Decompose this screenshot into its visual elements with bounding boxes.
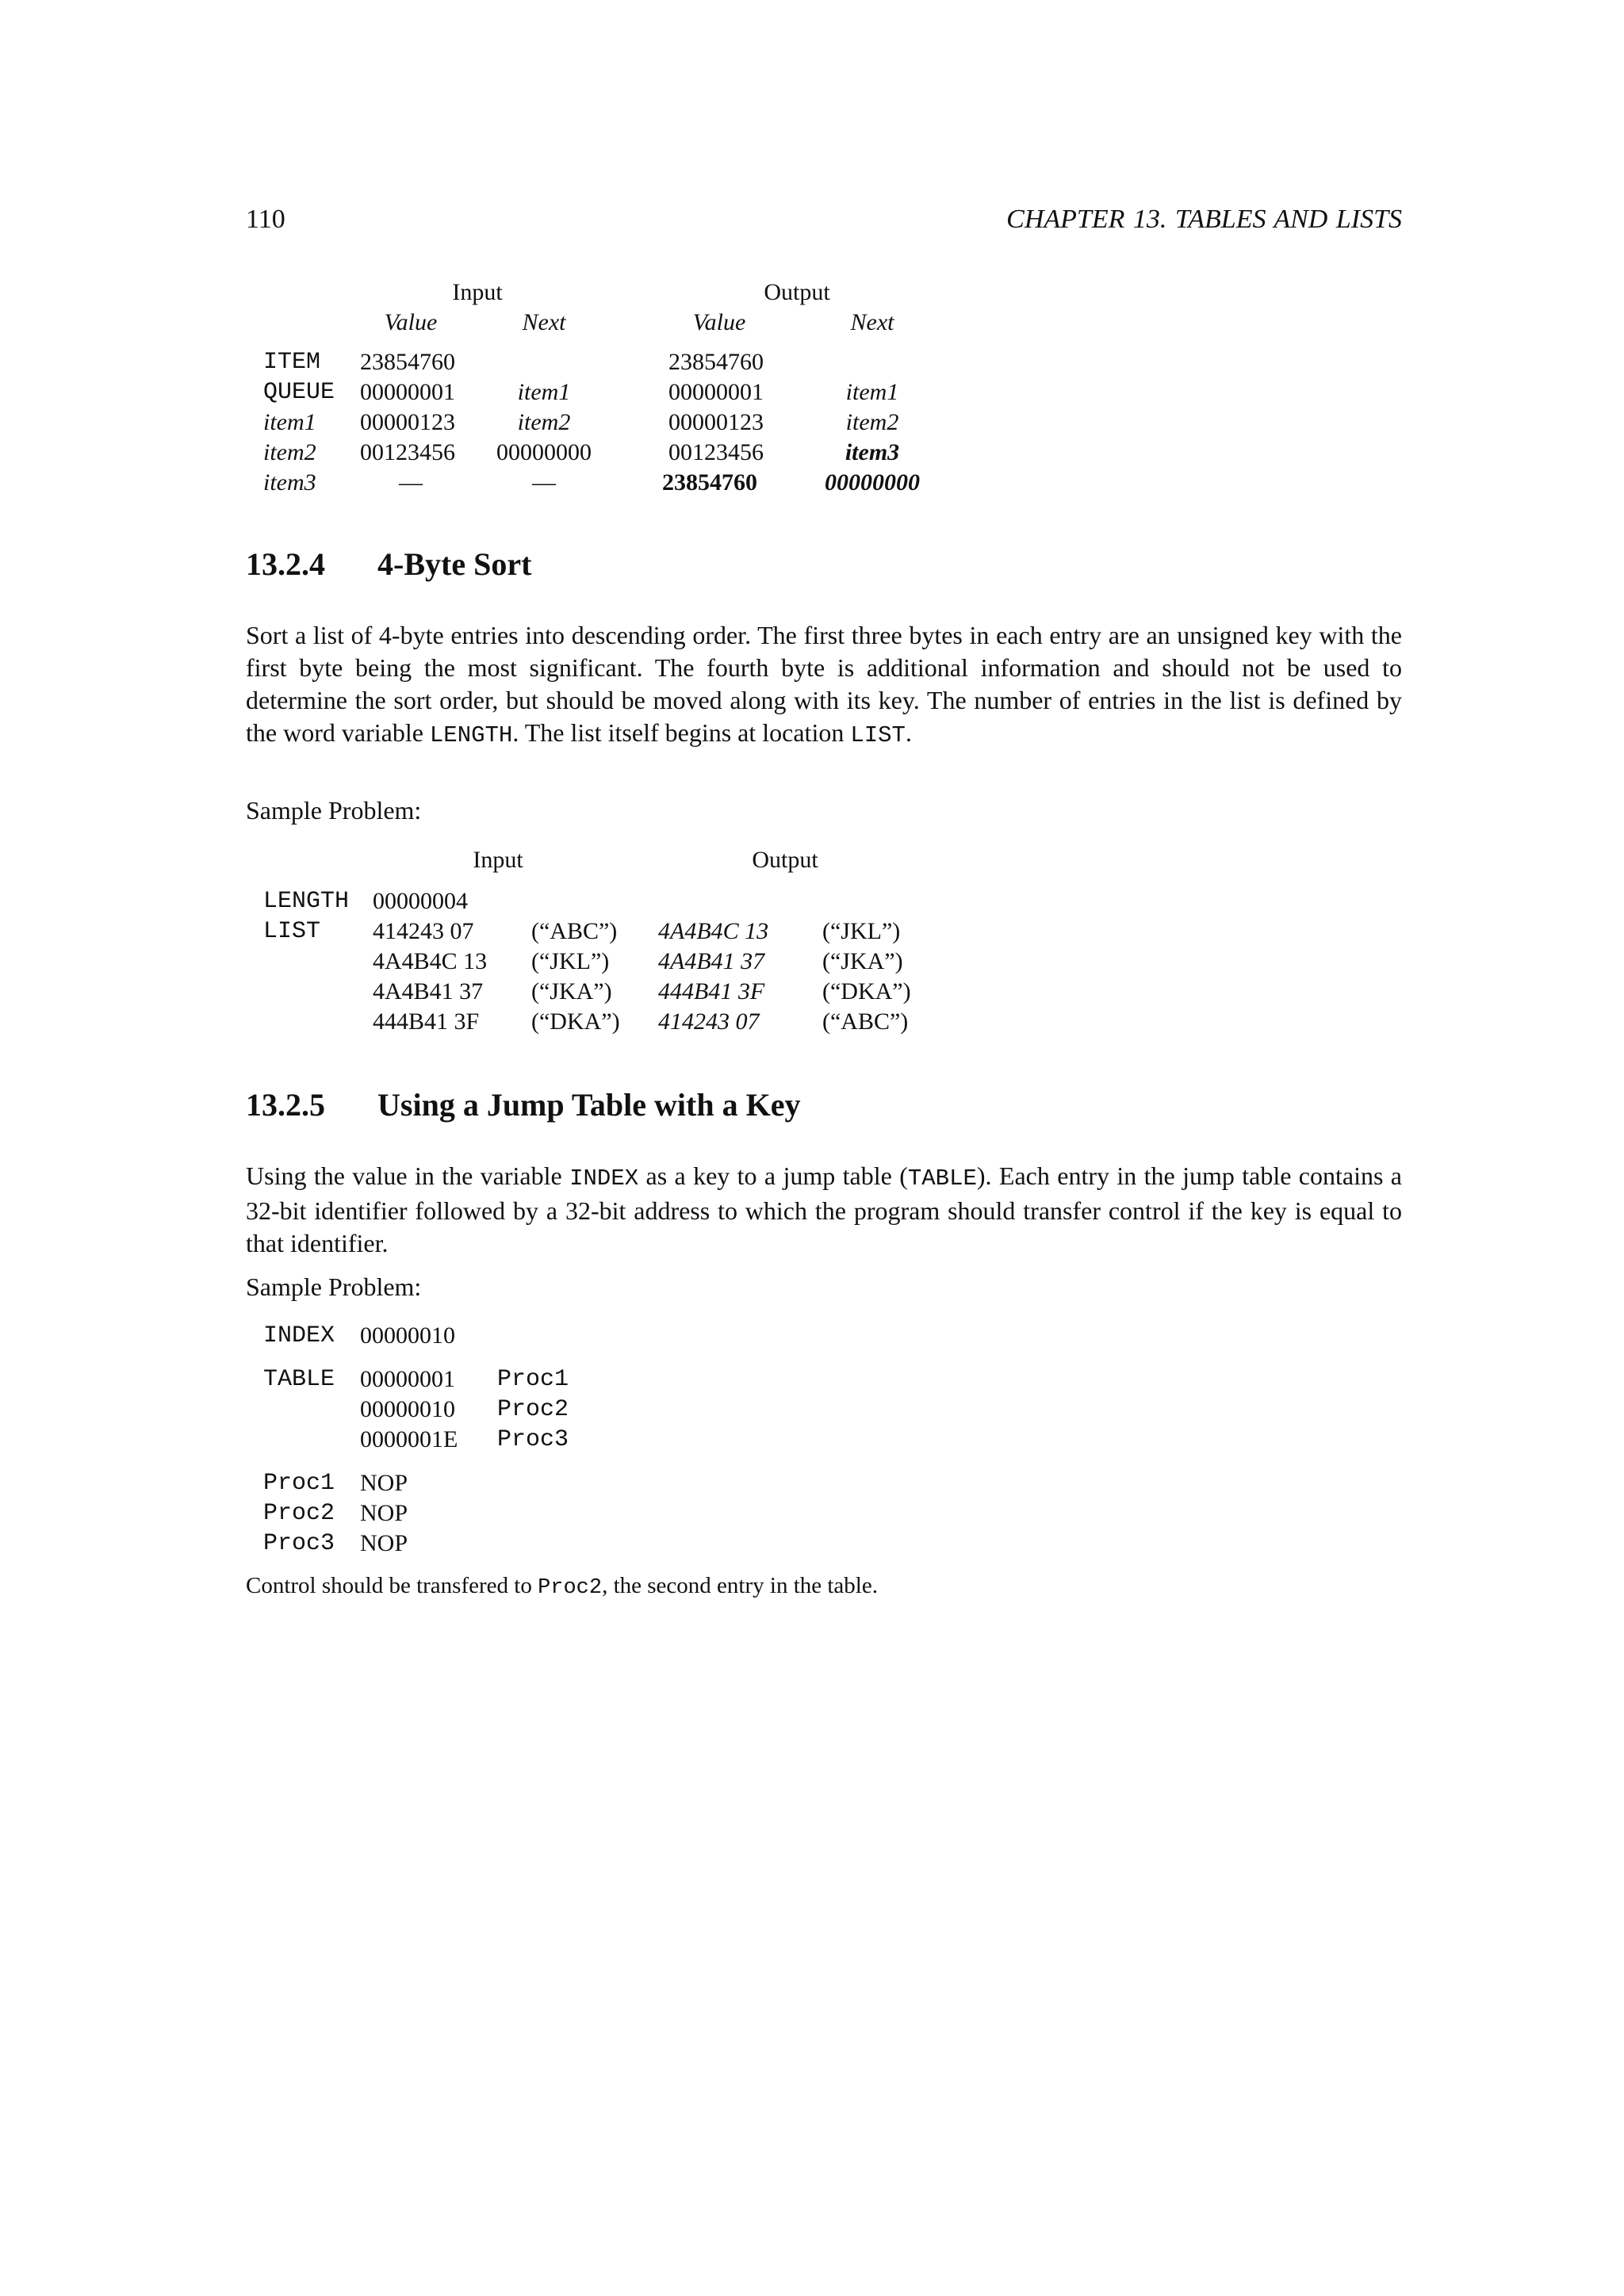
length-value: 00000004 — [373, 888, 468, 914]
row-queue-out-value: 00000001 — [668, 379, 764, 405]
paragraph-text: . — [905, 718, 912, 747]
proc1-label: Proc1 — [263, 1470, 335, 1497]
row-queue-in-value: 00000001 — [360, 379, 455, 405]
proc2-op: NOP — [360, 1500, 408, 1526]
paragraph-text: Sort a list of 4-byte entries into descending order. The first three bytes in each entry are an unsigned key with the first byte being the most significant. The fourth byte is additional information and should not be used to determine the sort order, but should be moved along with its key. The number of entries in the list is defined by the word variable — [246, 621, 1402, 747]
section-title-jump-table: Using a Jump Table with a Key — [377, 1087, 801, 1123]
list-out-2: 4A4B41 37 — [658, 948, 765, 974]
conclusion-part: Control should be transfered to — [246, 1573, 538, 1598]
proc2-label: Proc2 — [263, 1500, 335, 1527]
group-header-output: Output — [764, 279, 830, 305]
list-label: LIST — [263, 918, 321, 945]
row-item1-in-next: item2 — [517, 409, 571, 435]
row-item-out-value: 23854760 — [668, 349, 764, 375]
section-13-2-4-paragraph — [246, 619, 1402, 752]
row-label-item3: item3 — [263, 469, 316, 496]
index-value: 00000010 — [360, 1322, 455, 1349]
table-proc-2: Proc2 — [497, 1396, 569, 1423]
row-label-item2: item2 — [263, 439, 316, 465]
conclusion-text — [246, 1573, 878, 1600]
list-in-4: 444B41 3F — [373, 1008, 480, 1035]
section-13-2-5-paragraph — [246, 1160, 1402, 1260]
table-id-3: 0000001E — [360, 1426, 458, 1452]
sample-problem-label: Sample Problem: — [246, 796, 422, 825]
index-variable: INDEX — [569, 1165, 639, 1192]
table-id-1: 00000001 — [360, 1366, 455, 1392]
paragraph-text: as a key to a jump table ( — [638, 1161, 908, 1190]
list-in-3: 4A4B41 37 — [373, 978, 484, 1004]
list-in-str-3: (“JKA”) — [531, 978, 612, 1004]
page-number: 110 — [246, 205, 285, 234]
list-in-str-1: (“ABC”) — [531, 918, 618, 944]
row-label-item1: item1 — [263, 409, 316, 435]
section-number-13-2-4: 13.2.4 — [246, 546, 325, 582]
list-out-str-4: (“ABC”) — [822, 1008, 909, 1035]
table-variable: TABLE — [907, 1165, 977, 1192]
row-item3-in-next: — — [532, 469, 556, 496]
paragraph-text: Using the value in the variable — [246, 1161, 570, 1190]
row-item2-out-next: item3 — [845, 439, 900, 465]
running-title: CHAPTER 13. TABLES AND LISTS — [1006, 205, 1402, 234]
subheader-input-value: Value — [384, 309, 438, 335]
list-out-str-3: (“DKA”) — [822, 978, 911, 1004]
row-item2-in-value: 00123456 — [360, 439, 455, 465]
subheader-input-next: Next — [522, 309, 566, 335]
table-id-2: 00000010 — [360, 1396, 455, 1422]
index-label: INDEX — [263, 1322, 335, 1349]
length-variable: LENGTH — [429, 722, 513, 748]
proc3-label: Proc3 — [263, 1530, 335, 1557]
list-in-2: 4A4B4C 13 — [373, 948, 488, 974]
row-item1-out-value: 00000123 — [668, 409, 764, 435]
list-in-str-4: (“DKA”) — [531, 1008, 620, 1035]
list-out-str-1: (“JKL”) — [822, 918, 901, 944]
list-variable: LIST — [850, 722, 906, 748]
list-in-str-2: (“JKL”) — [531, 948, 610, 974]
proc2-reference: Proc2 — [538, 1576, 603, 1600]
list-out-1: 4A4B4C 13 — [658, 918, 769, 944]
proc1-op: NOP — [360, 1470, 408, 1496]
group-header-input: Input — [473, 847, 523, 873]
conclusion-part: , the second entry in the table. — [602, 1573, 878, 1598]
group-header-output: Output — [752, 847, 818, 873]
row-item1-out-next: item2 — [845, 409, 899, 435]
list-in-1: 414243 07 — [373, 918, 474, 944]
row-queue-out-next: item1 — [845, 379, 899, 405]
row-label-queue: QUEUE — [263, 379, 335, 406]
table-proc-3: Proc3 — [497, 1426, 569, 1453]
list-out-3: 444B41 3F — [658, 978, 765, 1004]
table-label: TABLE — [263, 1366, 335, 1393]
section-title-4-byte-sort: 4-Byte Sort — [377, 546, 532, 582]
list-out-str-2: (“JKA”) — [822, 948, 903, 974]
row-item3-in-value: — — [399, 469, 423, 496]
sample-problem-label: Sample Problem: — [246, 1272, 422, 1301]
row-item3-out-next: 00000000 — [825, 469, 920, 496]
table-proc-1: Proc1 — [497, 1366, 569, 1393]
row-item2-out-value: 00123456 — [668, 439, 764, 465]
subheader-output-next: Next — [850, 309, 894, 335]
group-header-input: Input — [452, 279, 503, 305]
row-item1-in-value: 00000123 — [360, 409, 455, 435]
row-item-in-value: 23854760 — [360, 349, 455, 375]
row-item3-out-value: 23854760 — [662, 469, 757, 496]
row-label-item: ITEM — [263, 349, 321, 376]
row-item2-in-next: 00000000 — [496, 439, 592, 465]
paragraph-text: . The list itself begins at location — [512, 718, 851, 747]
list-out-4: 414243 07 — [658, 1008, 760, 1035]
proc3-op: NOP — [360, 1530, 408, 1556]
subheader-output-value: Value — [692, 309, 746, 335]
length-label: LENGTH — [263, 888, 350, 915]
section-number-13-2-5: 13.2.5 — [246, 1087, 325, 1123]
paragraph-text: ). Each entry in the jump table contains a 32-bit identifier followed by a 32-bit address to which the program should transfer control if the key is equal to that identifier. — [246, 1161, 1403, 1257]
row-queue-in-next: item1 — [517, 379, 571, 405]
